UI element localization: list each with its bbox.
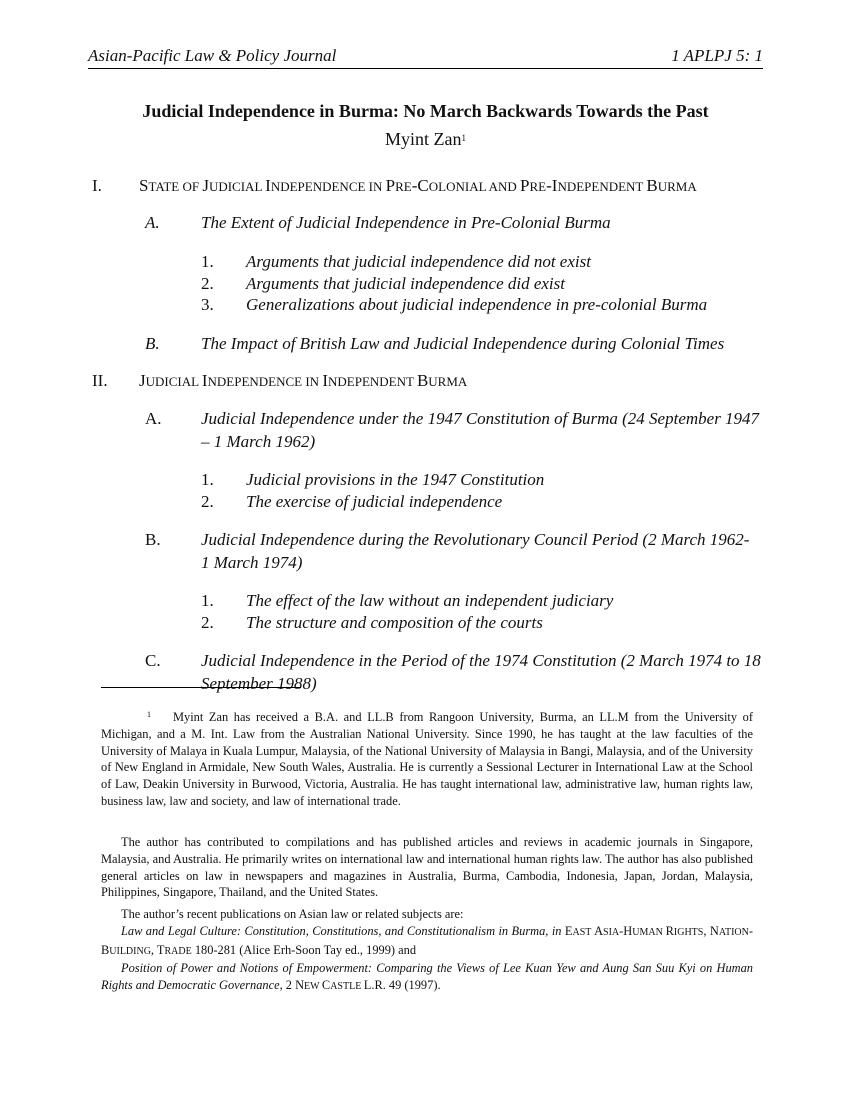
section-2-heading: JUDICIAL INDEPENDENCE IN INDEPENDENT BURMA: [139, 371, 468, 390]
footnote-paragraph-3: The author’s recent publications on Asian law or related subjects are: Law and Legal Culture: Constitution, Constitutions, and Constitutionalism in Burma, in EAST ASIA-HUMAN RIGHTS, NATION-BUILDING, TRADE 180-281 (Alice Erh-Soon Tay ed., 1999) and Position of Power and Notions of Empowerment: Comparing the Views of Lee Kuan Yew and Aung San Suu Kyi on Human Rights and Democratic Governance, 2 NEW CASTLE L.R. 49 (1997).: [101, 906, 753, 996]
section-1a-letter: A.: [145, 213, 160, 232]
journal-citation: 1 APLPJ 5: 1: [671, 46, 763, 65]
footnote-separator: [101, 687, 301, 688]
section-2a-heading-line1: Judicial Independence under the 1947 Constitution of Burma (24 September 1947: [201, 409, 760, 428]
list-item-number: 1.: [201, 470, 214, 489]
section-2b-letter: B.: [145, 530, 161, 549]
author-line: [88, 128, 763, 150]
article-title: Judicial Independence in Burma: No March Backwards Towards the Past: [142, 101, 709, 121]
author-name: Myint Zan: [385, 129, 462, 149]
list-item-number: 2.: [201, 492, 214, 511]
footnote-paragraph-2: The author has contributed to compilations and has published articles and reviews in academic journals in Singapore, Malaysia, and Australia. He primarily writes on international law and international human rights law. The author has also published general articles on law in newspapers and magazines in Australia, Burma, Cambodia, Indonesia, Japan, Jordan, Malaysia, Philippines, Singapore, Thailand, and the United States.: [101, 835, 753, 900]
list-item: The exercise of judicial independence: [246, 492, 503, 511]
footnote-reference-1: Law and Legal Culture: Constitution, Constitutions, and Constitutionalism in Burma, in EAST ASIA-HUMAN RIGHTS, NATION-BUILDING, TRADE 180-281 (Alice Erh-Soon Tay ed., 1999) and: [101, 923, 753, 957]
book-title: EAST ASIA-HUMAN RIGHTS, NATION-BUILDING, TRADE: [101, 923, 753, 957]
list-item-number: 2.: [201, 274, 214, 293]
journal-name: Asian-Pacific Law & Policy Journal: [88, 46, 337, 65]
section-1b-heading: The Impact of British Law and Judicial Independence during Colonial Times: [201, 334, 725, 353]
section-1a-heading: The Extent of Judicial Independence in Pre-Colonial Burma: [201, 213, 611, 232]
section-1-heading: STATE OF JUDICIAL INDEPENDENCE IN PRE-COLONIAL AND PRE-INDEPENDENT BURMA: [139, 176, 697, 195]
section-2-numeral: II.: [92, 371, 108, 390]
list-item-number: 1.: [201, 252, 214, 271]
list-item: Arguments that judicial independence did not exist: [246, 252, 591, 271]
footnote-reference-2: Position of Power and Notions of Empowerment: Comparing the Views of Lee Kuan Yew and Aung San Suu Kyi on Human Rights and Democratic Governance, 2 NEW CASTLE L.R. 49 (1997).: [101, 961, 753, 993]
section-1-numeral: I.: [92, 176, 102, 195]
list-item: Arguments that judicial independence did exist: [246, 274, 565, 293]
section-1b-letter: B.: [145, 334, 160, 353]
list-item-number: 2.: [201, 613, 214, 632]
footnote-paragraph-1: $^1$ Myint Zan has received a B.A. and LL.B from Rangoon University, Burma, an LL.M from the University of Michigan, and a M. Int. Law from the Australian National University. Since 1990, he has taught at the law faculties of the University of Malaya in Kuala Lumpur, Malaysia, of the National University of Malaysia in Bangi, Malaysia, and of the University of New England in Armidale, New South Wales, Australia. He is currently a Sessional Lecturer in International Law at the School of Law, Deakin University in Burwood, Victoria, Australia. He has taught international law, administrative law, human rights law, business law, law and society, and law of international trade.: [101, 710, 753, 808]
running-header: [88, 42, 763, 69]
footnote-marker: 1: [147, 710, 151, 719]
section-2b-heading-line2: 1 March 1974): [201, 553, 303, 572]
list-item-number: 1.: [201, 591, 214, 610]
section-2b-heading-line1: Judicial Independence during the Revolutionary Council Period (2 March 1962-: [201, 530, 750, 549]
list-item-number: 3.: [201, 295, 214, 314]
list-item: Judicial provisions in the 1947 Constitution: [246, 470, 545, 489]
section-2a-letter: A.: [145, 409, 162, 428]
section-2c-heading-line1: Judicial Independence in the Period of the 1974 Constitution (2 March 1974 to 18: [201, 651, 761, 670]
list-item: The effect of the law without an independent judiciary: [246, 591, 614, 610]
list-item: Generalizations about judicial independence in pre-colonial Burma: [246, 295, 708, 314]
section-2c-heading-line2: September 1988): [201, 674, 317, 693]
section-2a-heading-line2: – 1 March 1962): [201, 432, 316, 451]
list-item: The structure and composition of the courts: [246, 613, 543, 632]
section-2c-letter: C.: [145, 651, 161, 670]
footnote-reference[interactable]: 1: [461, 133, 466, 143]
